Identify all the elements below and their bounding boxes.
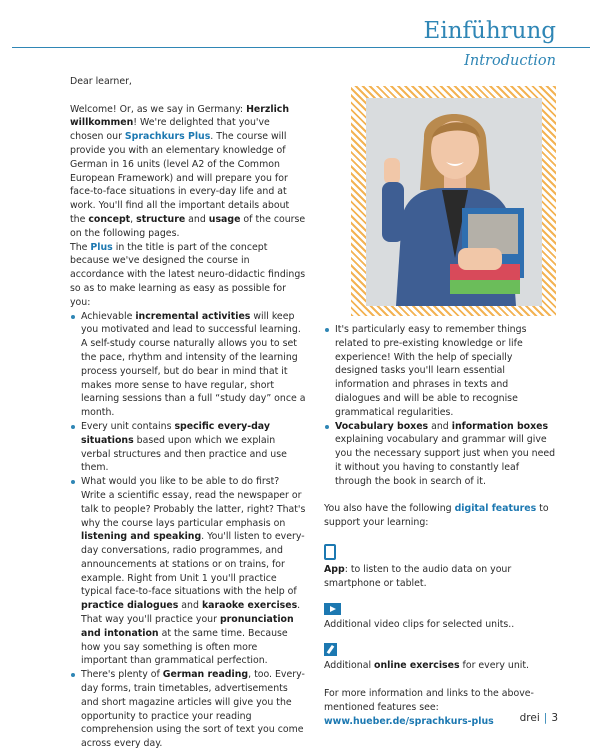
bold-run: specific every-day situations xyxy=(81,420,270,446)
website-link[interactable]: www.hueber.de/sprachkurs-plus xyxy=(324,715,494,727)
bold-run: listening and speaking xyxy=(81,531,202,543)
learner-illustration xyxy=(366,98,542,306)
plus-paragraph xyxy=(70,241,306,310)
text-run: at the same time. Because how you say something is often more important than grammatical perfection. xyxy=(81,627,288,667)
bold-run: pronunciation and intonation xyxy=(81,614,294,639)
text-run: explaining vocabulary and grammar will give you the necessary support just when you need it without you having to constantly leaf through the book in search of it. xyxy=(335,434,556,487)
bold-run: incremental activities xyxy=(135,310,251,322)
play-icon xyxy=(324,603,341,615)
text-run: will keep you motivated and lead to successful learning. A self-study course naturally allows you to set the pace, rhythm and intensity of the learning process yourself, but do bear in mind that it makes more sense to have regular, short learning sessions than a full “study day” once a month. xyxy=(81,310,306,419)
online-feature xyxy=(324,659,556,673)
bold-run: Herzlich willkommen xyxy=(70,103,290,129)
text-run: It's particularly easy to remember things related to pre-existing knowledge or life experience! With the help of specially designed tasks you'll learn essential information and phrases in texts and dialogues and will be able to recognise grammatical regularities. xyxy=(335,324,527,418)
bold-run: karaoke exercises xyxy=(201,600,298,612)
bold-run: concept xyxy=(88,213,131,225)
bold-run: practice dialogues xyxy=(81,600,179,612)
text-run: There's plenty of xyxy=(81,669,163,681)
text-run: What would you like to be able to do first? Write a scientific essay, read the newspaper or talk to people? Probably the latter, right? That's why the course lays particular emphasis on xyxy=(81,476,306,529)
learner-photo xyxy=(366,98,542,306)
text-run: Every unit contains xyxy=(81,420,175,432)
text-run: . That way you'll practice your xyxy=(81,600,301,626)
text-run: The xyxy=(70,241,91,253)
bold-run: German reading xyxy=(162,669,249,681)
text-run: : to listen to the audio data on your smartphone or tablet. xyxy=(324,563,512,589)
text-run: . You'll listen to every-day conversations, radio programmes, and announcements at stations or on trains, for example. Right from Unit 1 you'll practice typical face-to-face situations with the help of xyxy=(81,531,305,598)
digital-features-highlight: digital features xyxy=(454,503,537,515)
digital-features-intro xyxy=(324,502,556,530)
text-run: . The course will provide you with an elementary knowledge of German in 16 units (level A2 of the Common European Framework) and will prepare you for face-to-face situations in every-day life and at work. You'll find all the important details about the xyxy=(70,131,290,225)
text-run: and xyxy=(185,213,209,225)
list-item xyxy=(324,323,556,420)
welcome-paragraph xyxy=(70,103,306,241)
list-item xyxy=(70,668,306,751)
smartphone-icon xyxy=(324,544,336,560)
app-feature xyxy=(324,563,556,591)
header-divider xyxy=(12,47,590,48)
text-run: to support your learning: xyxy=(324,503,549,529)
page-footer xyxy=(520,712,558,724)
list-item xyxy=(70,310,306,420)
text-run: ! We're delighted that you've chosen our xyxy=(70,117,270,143)
list-item xyxy=(70,475,306,668)
bold-run: App xyxy=(324,563,345,575)
bold-run: online exercises xyxy=(374,660,460,672)
text-run: and xyxy=(428,420,452,432)
right-column xyxy=(324,323,556,728)
list-item xyxy=(70,420,306,475)
text-run: Welcome! Or, as we say in Germany: xyxy=(70,103,247,115)
footer-separator: | xyxy=(543,712,548,724)
bold-run: Vocabulary boxes xyxy=(335,420,429,432)
text-run: and xyxy=(178,600,202,612)
left-column xyxy=(70,75,306,751)
page-word: drei xyxy=(519,712,540,724)
bold-run: usage xyxy=(208,213,241,225)
text-run: Additional xyxy=(324,660,375,672)
salutation: Dear learner, xyxy=(70,76,132,87)
text-run: , xyxy=(130,213,137,225)
list-item xyxy=(324,420,556,489)
course-name-highlight: Sprachkurs Plus xyxy=(124,131,211,143)
text-run: You also have the following xyxy=(324,503,455,515)
text-run: For more information and links to the above-mentioned features see: xyxy=(324,687,534,713)
page-title: Einführung xyxy=(423,18,556,44)
text-run: Achievable xyxy=(81,310,136,322)
bold-run: information boxes xyxy=(451,420,549,432)
bold-run: structure xyxy=(136,213,186,225)
pencil-icon xyxy=(324,643,337,656)
text-run: for every unit. xyxy=(459,660,530,672)
text-run: in the title is part of the concept because we've designed the course in accordance with the latest neuro-didactic findings so as to make learning as easy as possible for you: xyxy=(70,241,306,308)
bullet-list-right xyxy=(324,323,556,489)
page-number: 3 xyxy=(551,712,558,724)
photo-block xyxy=(351,86,556,316)
bullet-list-left xyxy=(70,310,306,751)
plus-highlight: Plus xyxy=(90,241,113,253)
text-run: , too. Every-day forms, train timetables, advertisements and short magazine articles will give you the opportunity to practice your reading comprehension using the sort of text you come across every day. xyxy=(81,669,305,750)
text-run: of the course on the following pages. xyxy=(70,213,306,239)
video-feature: Additional video clips for selected units.. xyxy=(324,618,515,630)
text-run: based upon which we explain verbal structures and then practice and use them. xyxy=(81,434,287,474)
page-subtitle: Introduction xyxy=(464,53,556,69)
